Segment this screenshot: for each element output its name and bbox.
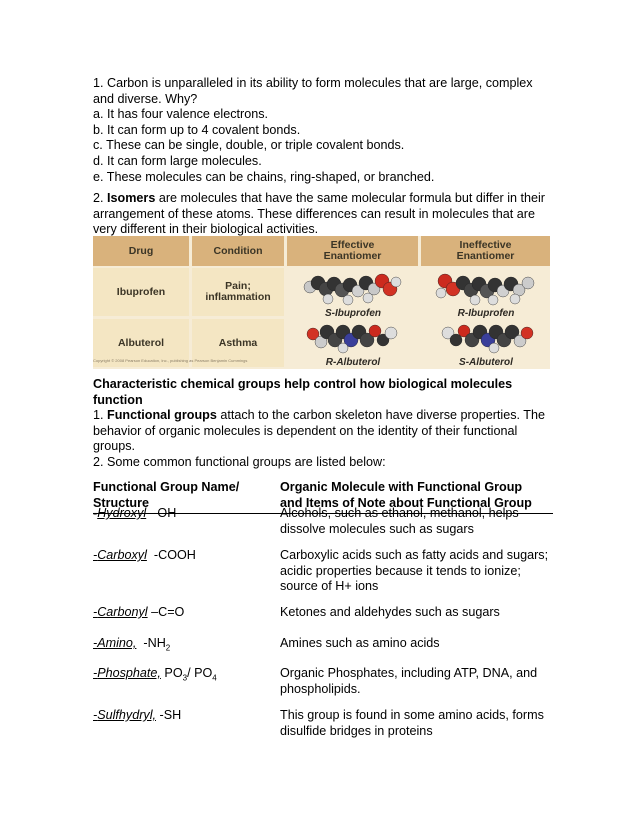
question-2-text <box>93 191 553 238</box>
section-para-2: 2. Some common functional groups are listed below: <box>93 454 386 469</box>
functional-groups-table: Functional Group Name/ Structure Organic Molecule with Functional Group and Items of Note about Functional Group -Hydroxyl -OH Alcohols, such as ethanol, methanol, helps dissolve molecules such as sugars -Carboxyl -COOH Carboxylic acids such as fatty acids and sugars; acidic properties because it tends to ionize; source of H+ ions -Carbonyl –C=O Ketones and aldehydes such as sugars -Amino, $-NH_2$ Amines such as amino acids -Phosphate, $PO_3/$ $PO_4$ Organic Phosphates, including ATP, DNA, and phospholipids. -Sulfhydryl, -SH This group is found in some amino acids, forms disulfide bridges in proteins <box>93 480 553 514</box>
figure-condition-pain: Pain; inflammation <box>192 268 284 316</box>
figure-condition-asthma: Asthma <box>192 319 284 367</box>
s-albuterol-label: S-Albuterol <box>459 357 513 368</box>
section-title: Characteristic chemical groups help control how biological molecules function <box>93 377 513 407</box>
question-1-text: 1. Carbon is unparalleled in its ability to form molecules that are large, complex and diverse. Why? <box>93 76 533 106</box>
figure-header-condition: Condition <box>192 236 284 266</box>
question-2 <box>93 191 553 238</box>
figure-header-ineffective: Ineffective Enantiomer <box>421 236 550 266</box>
figure-drug-ibuprofen: Ibuprofen <box>93 268 189 316</box>
question-1 <box>93 76 553 185</box>
figure-header-effective: Effective Enantiomer <box>287 236 418 266</box>
functional-groups-term: Functional groups <box>107 408 217 423</box>
option-d: d. It can form large molecules. <box>93 153 262 168</box>
figure-header-drug: Drug <box>93 236 189 266</box>
r-albuterol-molecule-image <box>303 320 403 356</box>
s-ibuprofen-label: S-Ibuprofen <box>324 308 382 319</box>
figure-copyright: Copyright © 2008 Pearson Education, Inc., publishing as Pearson Benjamin Cummings <box>93 358 248 364</box>
header-col-2: Organic Molecule with Functional Group and Items of Note about Functional Group <box>280 480 532 510</box>
r-ibuprofen-label: R-Ibuprofen <box>457 308 515 319</box>
section <box>93 377 553 471</box>
r-ibuprofen-molecule-image <box>431 269 541 309</box>
option-c: c. These can be single, double, or triple covalent bonds. <box>93 138 405 153</box>
figure-drug-albuterol: Albuterol <box>93 319 189 367</box>
q2-body: are molecules that have the same molecular formula but differ in their arrangement of these atoms. These differences can result in molecules that are very different in their biological activities. <box>93 191 545 237</box>
header-col-1: Functional Group Name/ Structure <box>93 480 240 510</box>
option-a: a. It has four valence electrons. <box>93 107 269 122</box>
isomers-term: Isomers <box>107 191 156 205</box>
q2-number: 2. <box>93 191 108 205</box>
r-albuterol-label: R-Albuterol <box>325 357 381 368</box>
s-ibuprofen-molecule-image <box>298 269 408 309</box>
section-para-1: 1. Functional groups attach to the carbon skeleton have diverse properties. The behavior of organic molecules is dependent on the identity of their functional groups. <box>93 408 545 454</box>
option-b: b. It can form up to 4 covalent bonds. <box>93 122 301 137</box>
option-e: e. These molecules can be chains, ring-shaped, or branched. <box>93 169 435 184</box>
s-albuterol-molecule-image <box>436 320 536 356</box>
enantiomer-figure <box>93 236 550 369</box>
